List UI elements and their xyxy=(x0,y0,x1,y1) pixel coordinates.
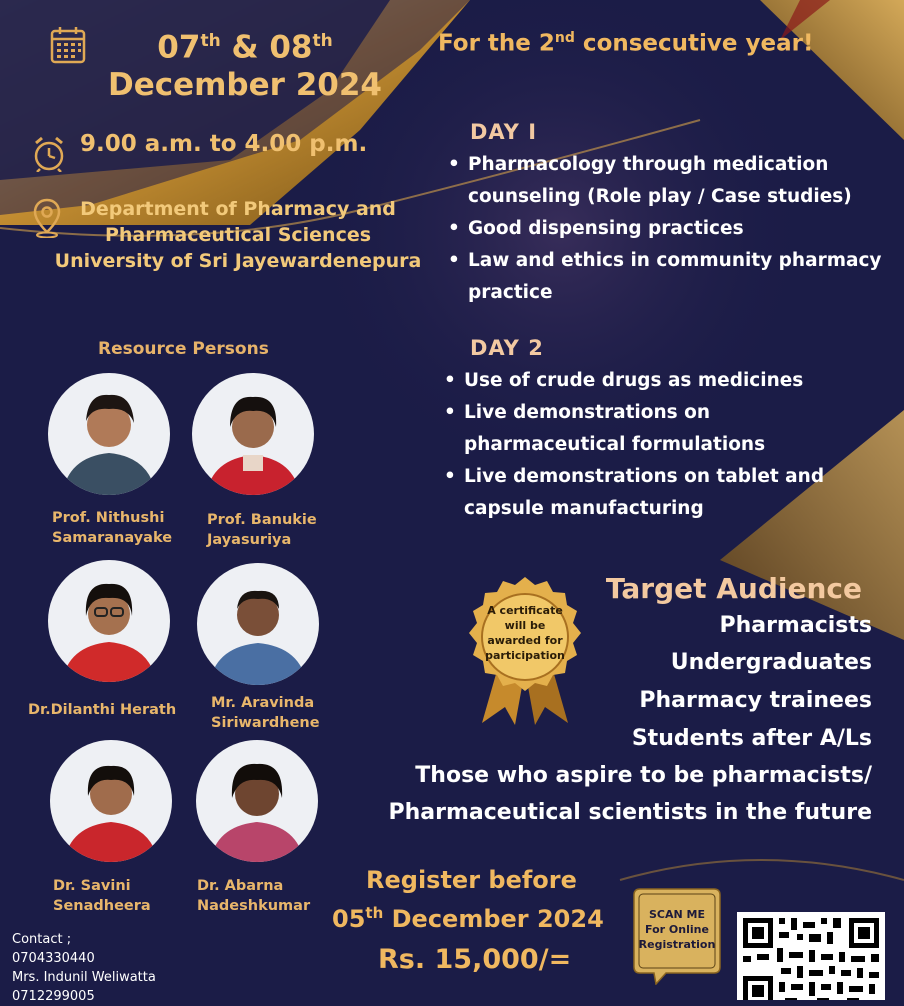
person-name-line1: Mr. Aravinda xyxy=(211,695,315,711)
event-date-days xyxy=(85,22,405,66)
day2-heading: DAY 2 xyxy=(470,336,544,360)
consecutive-post: consecutive year! xyxy=(574,30,814,57)
date-day1-suffix: th xyxy=(200,31,221,51)
contact-phone2: 0712299005 xyxy=(12,989,95,1004)
scan-me-badge[interactable] xyxy=(632,887,722,985)
person-name-line1: Prof. Banukie xyxy=(207,512,317,528)
venue-line3: University of Sri Jayewardenepura xyxy=(54,250,422,272)
avatar xyxy=(48,373,170,495)
audience-item: Pharmacy trainees xyxy=(639,688,872,713)
certificate-line1: A certificate xyxy=(487,604,563,617)
contact-person: Mrs. Indunil Weliwatta xyxy=(12,970,156,985)
person-name xyxy=(28,700,176,720)
avatar xyxy=(50,740,172,862)
scan-line1: SCAN ME xyxy=(648,908,705,921)
register-date-suffix: th xyxy=(365,904,384,922)
person-name xyxy=(207,510,317,550)
person-name-line2: Siriwardhene xyxy=(211,715,320,731)
person-name-line1: Dr. Savini xyxy=(53,878,131,894)
contact-info xyxy=(12,930,156,1006)
resource-persons-title: Resource Persons xyxy=(98,339,269,359)
person-name-line1: Prof. Nithushi xyxy=(52,510,165,526)
day1-item: • Law and ethics in community pharmacy practice xyxy=(444,245,896,309)
venue-line1: Department of Pharmacy and xyxy=(80,198,396,220)
person-name-line2: Senadheera xyxy=(53,898,151,914)
register-date-day: 05 xyxy=(332,905,366,933)
person-name xyxy=(53,876,151,916)
person-name-line2: Nadeshkumar xyxy=(197,898,311,914)
venue-line2: Pharmaceutical Sciences xyxy=(104,224,372,246)
consecutive-year-text xyxy=(438,30,813,57)
certificate-line4: participation xyxy=(485,649,565,662)
certificate-line3: awarded for xyxy=(487,634,563,647)
certificate-text xyxy=(480,603,570,663)
date-day2-suffix: th xyxy=(312,31,333,51)
person-name xyxy=(52,508,172,548)
avatar xyxy=(197,563,319,685)
date-day1: 07 xyxy=(157,29,201,66)
clock-icon xyxy=(32,136,66,176)
register-before-label: Register before xyxy=(366,866,577,894)
contact-label: Contact ; xyxy=(12,932,72,947)
seal-badge-icon xyxy=(460,575,590,725)
person-name-line2: Samaranayake xyxy=(52,530,173,546)
day1-heading: DAY I xyxy=(470,120,538,144)
target-audience-title: Target Audience xyxy=(605,572,862,605)
avatar xyxy=(48,560,170,682)
day2-item: • Use of crude drugs as medicines xyxy=(440,365,860,397)
day1-list xyxy=(444,149,896,309)
day1-item: • Pharmacology through medication counseling (Role play / Case studies) xyxy=(444,149,896,213)
person-name-line1: Dr.Dilanthi Herath xyxy=(28,702,177,718)
day1-item: • Good dispensing practices xyxy=(444,213,896,245)
certificate-line2: will be xyxy=(504,619,546,632)
consecutive-pre: For the 2 xyxy=(438,30,555,57)
date-amp: & xyxy=(231,29,259,66)
qr-code-icon[interactable] xyxy=(737,912,885,1000)
event-date-month-year: December 2024 xyxy=(107,67,383,104)
registration-fee: Rs. 15,000/= xyxy=(378,944,572,975)
audience-item: Students after A/Ls xyxy=(631,726,872,751)
date-day2: 08 xyxy=(269,29,313,66)
audience-item: Undergraduates xyxy=(670,650,872,675)
audience-item: Pharmaceutical scientists in the future xyxy=(388,800,872,825)
consecutive-sup: nd xyxy=(554,30,575,46)
audience-item: Pharmacists xyxy=(719,613,872,638)
audience-item: Those who aspire to be pharmacists/ xyxy=(415,763,872,788)
scan-line2: For Online xyxy=(645,923,709,936)
person-name-line2: Jayasuriya xyxy=(207,532,292,548)
scan-line3: Registration xyxy=(638,938,716,951)
person-name xyxy=(197,876,310,916)
day2-item: • Live demonstrations on pharmaceutical formulations xyxy=(440,397,860,461)
person-name xyxy=(211,693,320,733)
calendar-icon xyxy=(50,26,86,68)
register-date-rest: December 2024 xyxy=(383,905,604,933)
avatar xyxy=(196,740,318,862)
contact-phone1: 0704330440 xyxy=(12,951,95,966)
avatar xyxy=(192,373,314,495)
day2-list xyxy=(440,365,860,525)
scan-me-text xyxy=(636,907,718,952)
register-date xyxy=(332,904,604,933)
event-time: 9.00 a.m. to 4.00 p.m. xyxy=(80,131,368,157)
event-date xyxy=(85,22,405,104)
day2-item: • Live demonstrations on tablet and capsule manufacturing xyxy=(440,461,860,525)
person-name-line1: Dr. Abarna xyxy=(197,878,284,894)
event-venue xyxy=(28,196,448,274)
